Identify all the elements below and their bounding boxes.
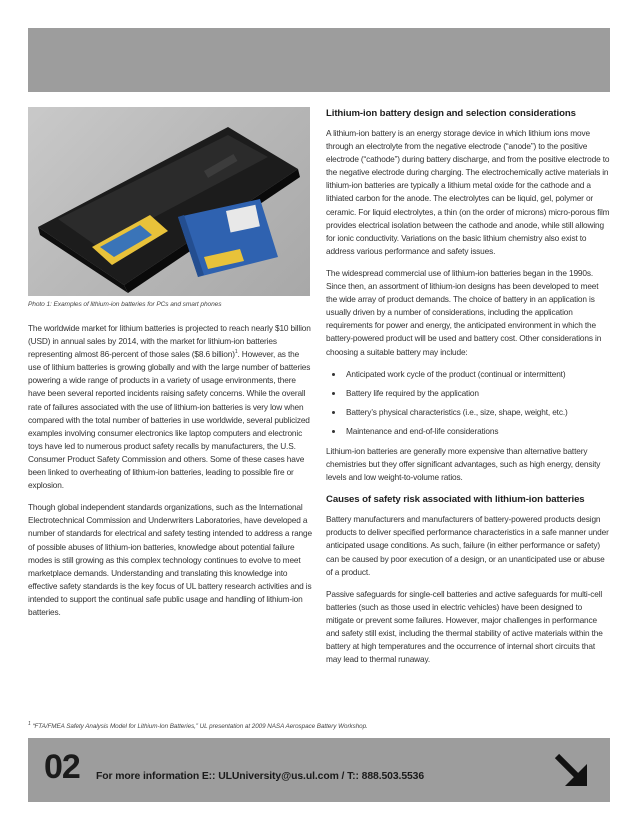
paragraph-battery-definition: A lithium-ion battery is an energy storage device in which lithium ions move through an electrolyte from the negative electrode (“anode”) to the positive electrode (“cathode”) during battery discharge, and from the positive electrode to the negative electrode during charging. The electrochemically active materials in lithium-ion batteries are typically a lithium metal oxide for the cathode and a lithiated carbon for the anode. The electrolytes can be liquid, gel, polymer or ceramic. For liquid electrolytes, a thin (on the order of microns) micro-porous film provides electrical isolation between the cathode and anode, while still allowing for ionic conductivity. Variations on the basic lithium chemistry also exist to address various performance and safety issues.: [326, 128, 610, 256]
footer-band: [28, 738, 610, 802]
list-item: • Battery life required by the application: [344, 387, 610, 400]
list-item: • Anticipated work cycle of the product (continual or intermittent): [344, 368, 610, 381]
footnote: $^1$ “FTA/FMEA Safety Analysis Model for Lithium-Ion Batteries,” UL presentation at 2009 NASA Aerospace Battery Workshop.: [28, 720, 368, 730]
paragraph-market: The worldwide market for lithium batteries is projected to reach nearly $10 billion (USD) in annual sales by 2014, with the market for lithium-ion batteries representing almost 86-percent of those sales ($8.6 billion)$^1$. However, as the use of lithium batteries is growing globally and with the large number of batteries powering a wide range of products in a variety of usage environments, there have been several reported incidents raising safety concerns. While the overall rate of failures associated with the use of lithium-ion batteries is very low when compared with the total number of batteries in use worldwide, several publicized examples involving consumer electronics like laptop computers and electronic toys have led to numerous product safety recalls by manufacturers, the U.S. Consumer Product Safety Commission and others. Some of these cases have been linked to overheating of lithium-ion batteries, leading to possible fire or explosion.: [28, 323, 311, 491]
paragraph-cost: Lithium-ion batteries are generally more expensive than alternative battery chemistries but they offer significant advantages, such as high energy, density levels and low weight-to-volume ratios.: [326, 445, 601, 483]
header-band: [28, 28, 610, 92]
right-column: [326, 107, 610, 675]
page-number: 02: [44, 748, 80, 786]
battery-photo: [28, 107, 310, 296]
paragraph-manufacturers: Battery manufacturers and manufacturers of battery-powered products design products to deliver specified performance characteristics in a safe manner under anticipated usage conditions. As such, failure (in either performance or safety) can be caused by poor execution of a design, or an unanticipated use or abuse of a product.: [326, 514, 609, 577]
list-item: • Battery’s physical characteristics (i.e., size, shape, weight, etc.): [344, 406, 610, 419]
left-column: [28, 322, 314, 628]
photo-caption: Photo 1: Examples of lithium-ion batteries for PCs and smart phones: [28, 301, 222, 308]
heading-design-selection: Lithium-ion battery design and selection considerations: [326, 108, 576, 119]
heading-safety-risk: Causes of safety risk associated with lithium-ion batteries: [326, 494, 585, 506]
list-item: • Maintenance and end-of-life considerations: [344, 425, 610, 438]
contact-info: For more information E:: ULUniversity@us.ul.com / T:: 888.503.5536: [96, 771, 425, 782]
paragraph-safeguards: Passive safeguards for single-cell batteries and active safeguards for multi-cell batteries (such as those used in electric vehicles) have been designed to mitigate or prevent some failures. However, major challenges in performance and safety still exist, including the thermal stability of active materials within the battery at high temperatures and the occurrence of internal short circuits that may lead to thermal runaway.: [326, 588, 603, 665]
paragraph-commercial-use: The widespread commercial use of lithium-ion batteries began in the 1990s. Since then, an assortment of lithium-ion designs has been developed to meet the wide array of product demands. The choice of battery in an application is usually driven by a number of considerations, including the application requirements for power and energy, the anticipated environment in which the battery-powered product will be used and battery cost. Other considerations in choosing a suitable battery may include:: [326, 267, 602, 357]
paragraph-standards: Though global independent standards organizations, such as the International Electrotechnical Commission and Underwriters Laboratories, have developed a number of standards for electrical and safety testing intended to address a range of possible abuses of lithium-ion batteries, knowledge about potential failure modes is still growing as this complex technology continues to evolve to meet marketplace demands. Understanding and translating this knowledge into effective safety standards is the key focus of UL battery research activities and is intended to support the continual safe public usage and handling of lithium-ion batteries.: [28, 502, 312, 617]
considerations-list: [326, 368, 610, 438]
arrow-down-right-icon: [553, 752, 589, 788]
